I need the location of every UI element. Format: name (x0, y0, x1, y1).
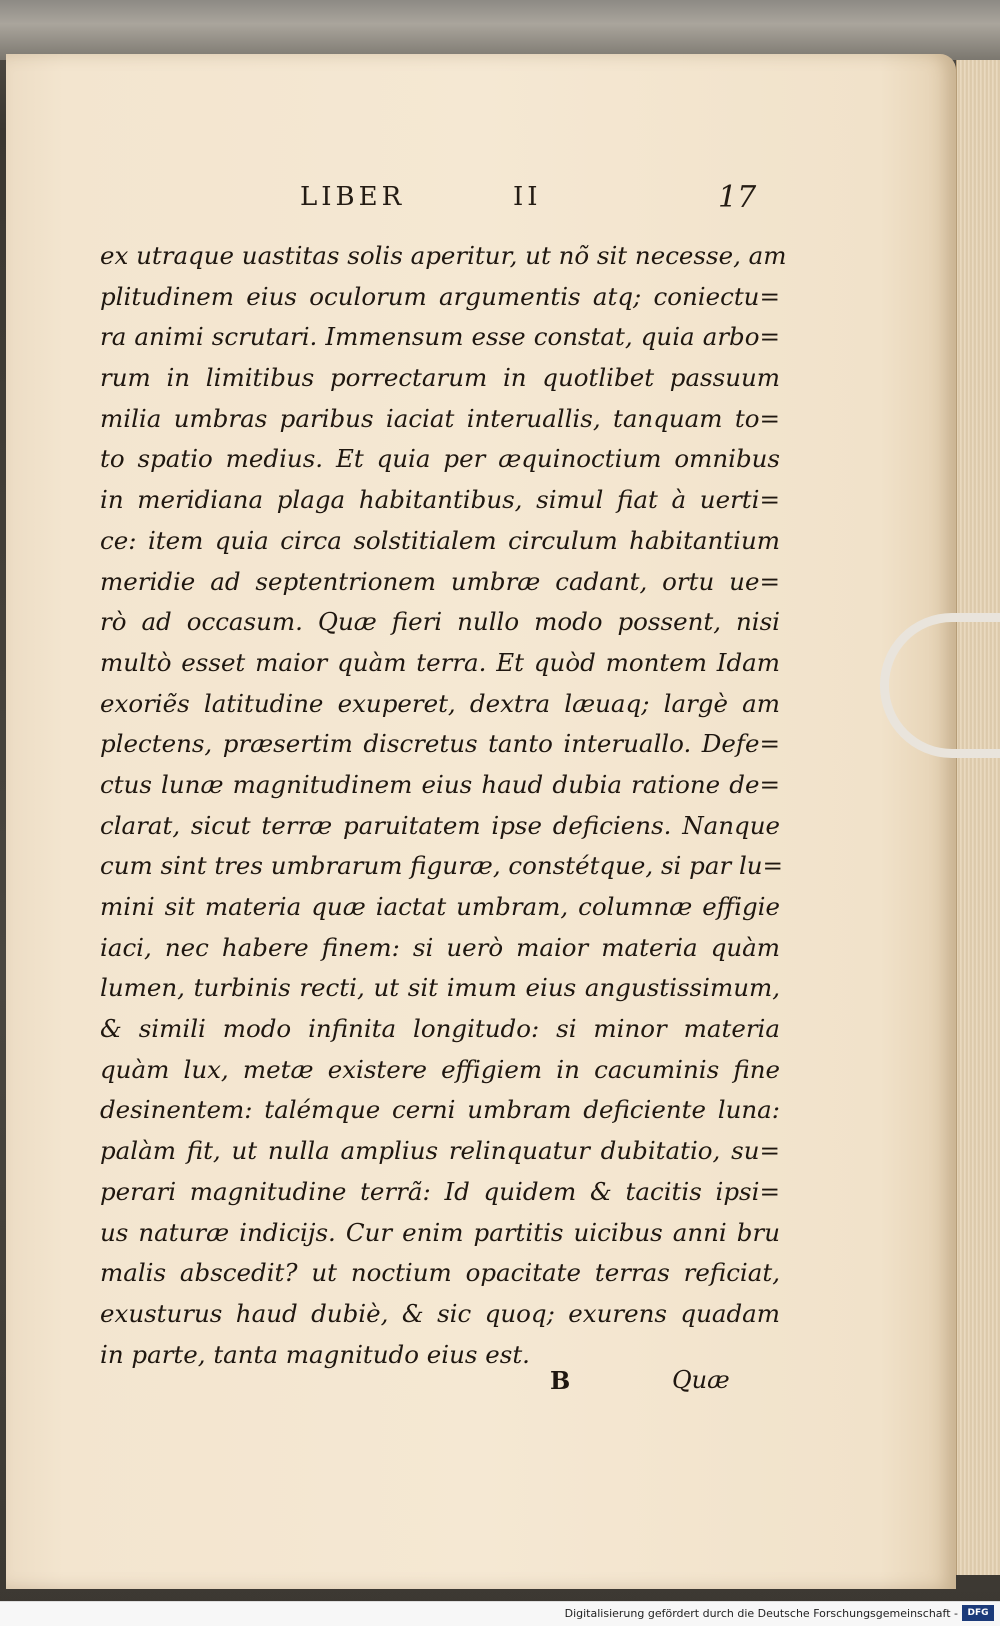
text-line: meridie ad septentrionem umbræ cadant, ortu ue= (100, 566, 780, 596)
text-line: iaci, nec habere finem: si uerò maior materia quàm (100, 932, 780, 962)
book-number: II (513, 182, 542, 212)
text-line: mini sit materia quæ iactat umbram, columnæ effigie (100, 892, 780, 921)
text-line: in parte, tanta magnitudo eius est. (100, 1339, 530, 1369)
text-line: ce: item quia circa solstitialem circulum habitantium (100, 525, 780, 555)
text-line: plitudinem eius oculorum argumentis atq; coniectu= (100, 281, 780, 311)
text-line: clarat, sicut terræ paruitatem ipse deficiens. Nanque (100, 810, 780, 840)
running-title: LIBER (300, 182, 406, 212)
text-line: desinentem: talémque cerni umbram deficiente luna: (100, 1095, 780, 1125)
dfg-logo: DFG (962, 1605, 994, 1621)
text-line: us naturæ indicijs. Cur enim partitis uicibus anni bru (100, 1217, 780, 1247)
text-line: in meridiana plaga habitantibus, simul fiat à uerti= (100, 485, 780, 515)
book-cover-edge (0, 0, 1000, 60)
text-line: perari magnitudine terrã: Id quidem & tacitis ipsi= (100, 1176, 780, 1206)
text-line: quàm lux, metæ existere effigiem in cacuminis fine (100, 1054, 780, 1084)
text-line: ex utraque uastitas solis aperitur, ut nõ sit necesse, am (100, 241, 787, 270)
text-line: rò ad occasum. Quæ fieri nullo modo possent, nisi (100, 607, 780, 637)
footer-bar (0, 1601, 1000, 1626)
text-line: plectens, præsertim discretus tanto interuallo. Defe= (100, 729, 780, 759)
text-line: & simili modo infinita longitudo: si minor materia (100, 1014, 780, 1044)
text-line: lumen, turbinis recti, ut sit imum eius angustissimum, (100, 973, 780, 1003)
text-line: ra animi scrutari. Immensum esse constat, quia arbo= (100, 322, 780, 352)
body-text (100, 236, 787, 1375)
running-header (300, 182, 780, 222)
text-line: rum in limitibus porrectarum in quotlibet passuum (100, 363, 780, 393)
page-number: 17 (718, 180, 757, 215)
text-line: multò esset maior quàm terra. Et quòd montem Idam (100, 647, 780, 677)
text-line: to spatio medius. Et quia per æquinoctium omnibus (100, 444, 780, 474)
text-line: exusturus haud dubiè, & sic quoq; exurens quadam (100, 1298, 780, 1328)
signature-mark: B (550, 1366, 571, 1395)
text-line: milia umbras paribus iaciat interuallis, tanquam to= (100, 403, 780, 433)
text-line: palàm fit, ut nulla amplius relinquatur dubitatio, su= (100, 1136, 780, 1166)
page-edges (956, 60, 1000, 1575)
text-line: exoriẽs latitudine exuperet, dextra læuaq; largè am (100, 688, 780, 718)
digitization-credit: Digitalisierung gefördert durch die Deutsche Forschungsgemeinschaft - (564, 1607, 958, 1620)
text-line: malis abscedit? ut noctium opacitate terras reficiat, (100, 1258, 780, 1288)
catchword: Quæ (672, 1366, 730, 1394)
text-line: ctus lunæ magnitudinem eius haud dubia ratione de= (100, 769, 780, 799)
text-line: cum sint tres umbrarum figuræ, constétque, si par lu= (100, 851, 784, 881)
